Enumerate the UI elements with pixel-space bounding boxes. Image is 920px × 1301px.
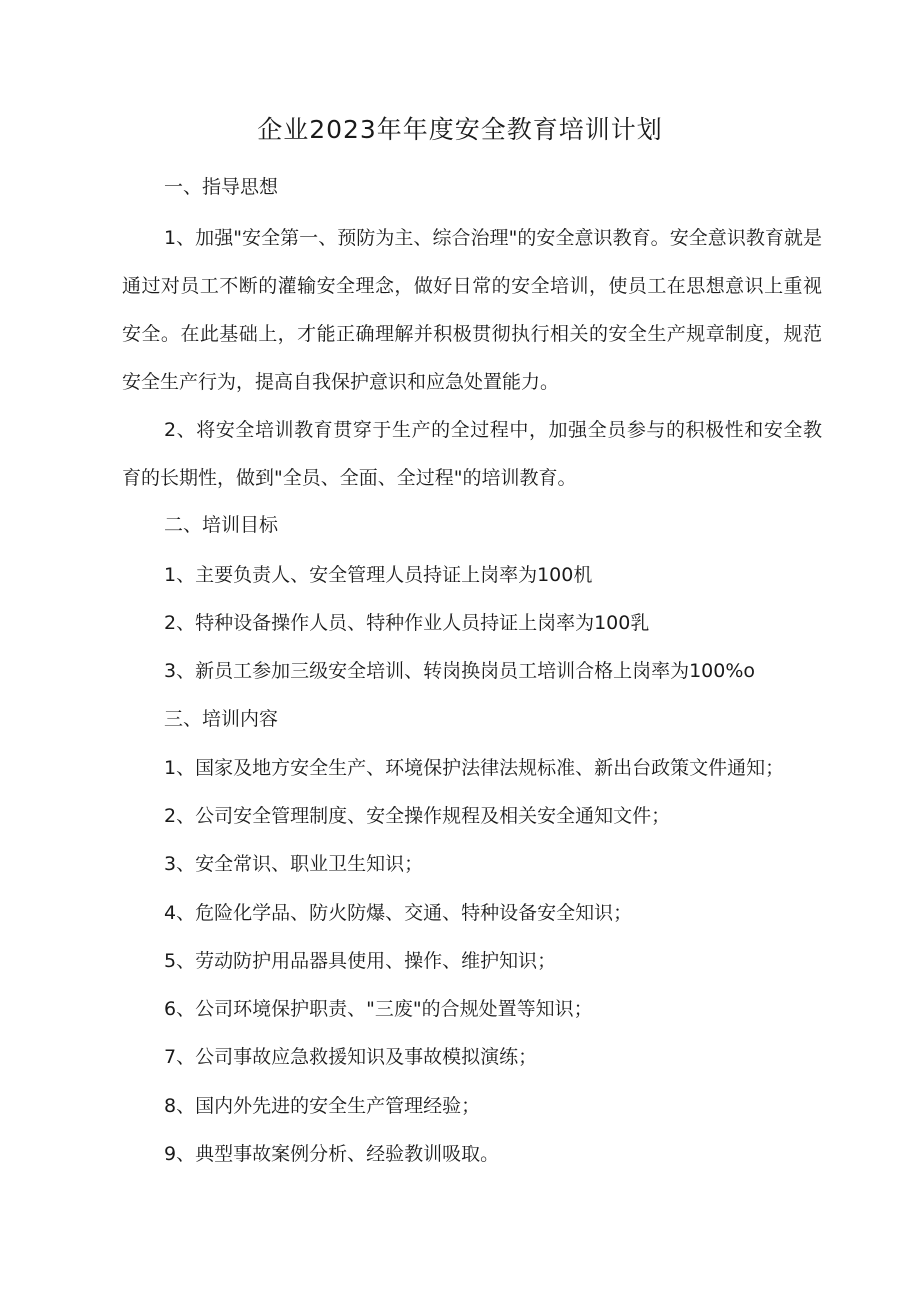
guiding-paragraph-2: 2、将安全培训教育贯穿于生产的全过程中，加强全员参与的积极性和安全教育的长期性，做到"全员、全面、全过程"的培训教育。 [122,419,822,489]
content-item-1: 1、国家及地方安全生产、环境保护法律法规标准、新出台政策文件通知； [164,757,785,779]
section-heading-guiding-ideology: 一、指导思想 [164,176,279,198]
goal-item-2: 2、特种设备操作人员、特种作业人员持证上岗率为100乳 [164,612,650,634]
guiding-paragraph-1: 1、加强"安全第一、预防为主、综合治理"的安全意识教育。安全意识教育就是通过对员工不断的灌输安全理念，做好日常的安全培训，使员工在思想意识上重视安全。在此基础上，才能正确理解并积极贯彻执行相关的安全生产规章制度，规范安全生产行为，提高自我保护意识和应急处置能力。 [122,227,822,393]
document-title: 企业2023年年度安全教育培训计划 [257,115,663,144]
content-item-4: 4、危险化学品、防火防爆、交通、特种设备安全知识； [164,902,633,924]
goal-item-3: 3、新员工参加三级安全培训、转岗换岗员工培训合格上岗率为100%o [164,660,756,682]
section-heading-training-content: 三、培训内容 [164,708,279,730]
goal-item-1: 1、主要负责人、安全管理人员持证上岗率为100机 [164,564,593,586]
content-item-9: 9、典型事故案例分析、经验教训吸取。 [164,1143,500,1165]
content-item-5: 5、劳动防护用品器具使用、操作、维护知识； [164,950,557,972]
content-item-2: 2、公司安全管理制度、安全操作规程及相关安全通知文件； [164,805,671,827]
content-item-3: 3、安全常识、职业卫生知识； [164,853,424,875]
content-item-6: 6、公司环境保护职责、"三废"的合规处置等知识； [164,998,593,1020]
content-item-7: 7、公司事故应急救援知识及事故模拟演练； [164,1046,538,1068]
section-heading-training-goals: 二、培训目标 [164,514,279,536]
content-item-8: 8、国内外先进的安全生产管理经验； [164,1095,481,1117]
